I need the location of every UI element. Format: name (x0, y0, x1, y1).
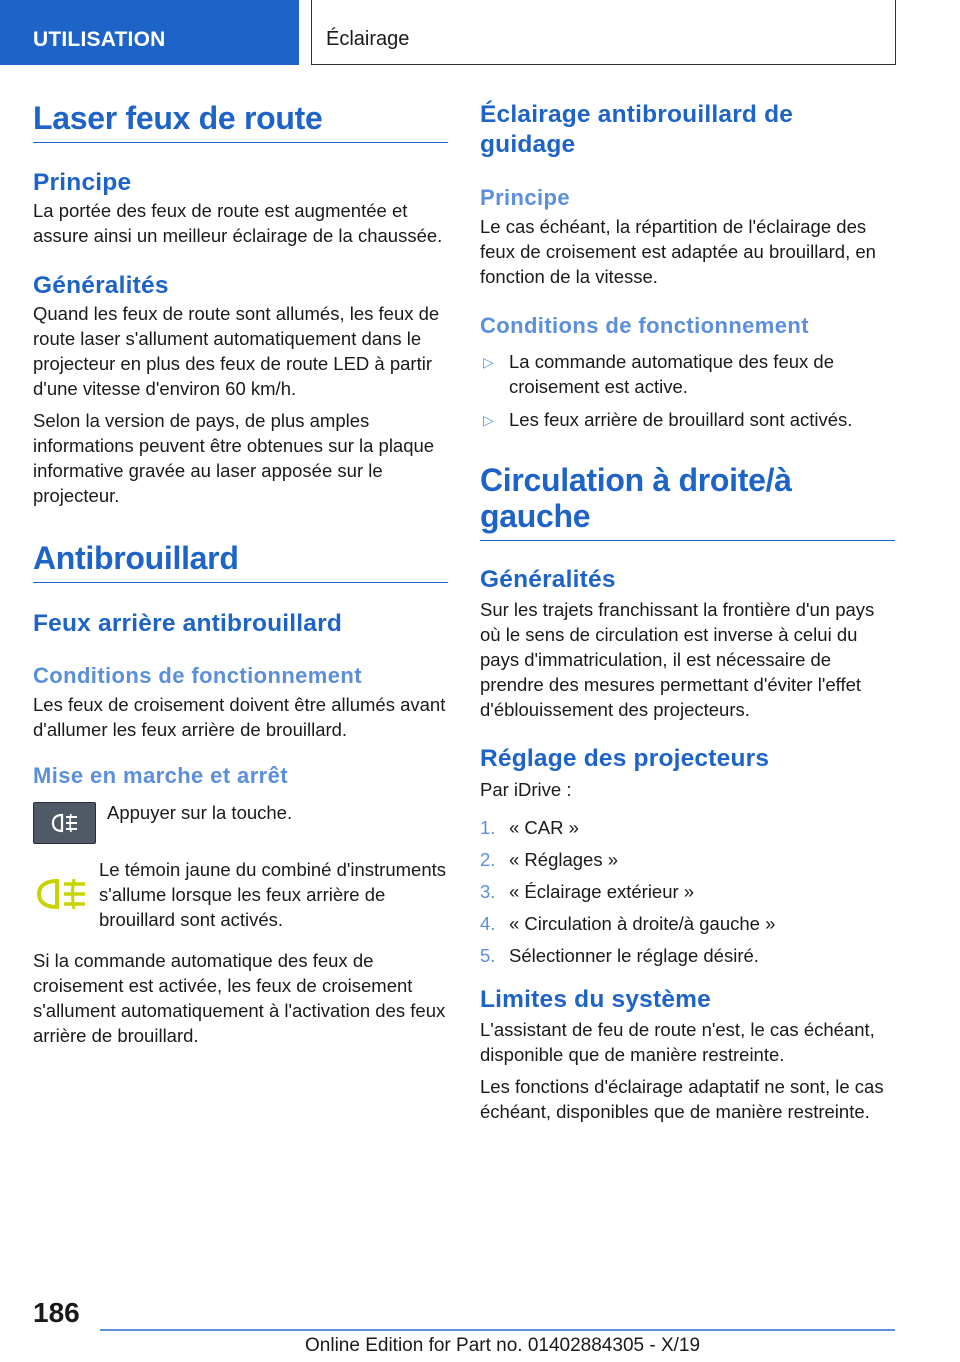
reglage-steps (480, 815, 895, 968)
heading-limites-systeme: Limites du système (480, 986, 711, 1013)
section-tab: UTILISATION (0, 0, 299, 65)
heading-principe-guidage: Principe (480, 185, 571, 210)
button-instruction-text: Appuyer sur la touche. (107, 802, 293, 823)
triangle-bullet-icon: ▷ (483, 354, 494, 370)
paragraph-generalites-2: Selon la version de pays, de plus amples informations peuvent être obtenues sur la plaque informative gravée au laser apposée sur le projecteur. (33, 410, 435, 506)
paragraph-principe: La portée des feux de route est augmentée et assure ainsi un meilleur éclairage de la chaussée. (33, 200, 443, 246)
heading-circulation: Circulation à droite/à gauche (480, 462, 895, 541)
page-header (0, 0, 960, 66)
conditions-list (480, 349, 895, 432)
heading-antibrouillard: Antibrouillard (33, 540, 448, 583)
heading-reglage-projecteurs: Réglage des projecteurs (480, 745, 770, 772)
heading-laser-feux-de-route: Laser feux de route (33, 100, 448, 143)
list-item: 5. Sélectionner le réglage désiré. (480, 945, 759, 966)
list-item: ▷ Les feux arrière de brouillard sont activés. (480, 407, 895, 432)
paragraph-automatic: Si la commande automatique des feux de croisement est activée, les feux de croisement s'allument automatiquement à l'activation des feux arrière de brouillard. (33, 950, 446, 1046)
heading-feux-arriere-antibrouillard: Feux arrière antibrouillard (33, 610, 343, 637)
heading-principe: Principe (33, 169, 132, 196)
heading-generalites-circulation: Généralités (480, 566, 616, 593)
paragraph-reglage-intro: Par iDrive : (480, 779, 572, 800)
rear-fog-light-button-icon (33, 802, 96, 844)
edition-text: Online Edition for Part no. 01402884305 - X/19 (305, 1335, 701, 1356)
list-item: 1. « CAR » (480, 817, 579, 838)
heading-conditions-guidage: Conditions de fonctionnement (480, 313, 809, 338)
list-item: 4. « Circulation à droite/à gauche » (480, 913, 776, 934)
left-column (33, 100, 448, 1048)
paragraph-limites-1: L'assistant de feu de route n'est, le cas échéant, disponible que de manière restreinte. (480, 1019, 875, 1065)
triangle-bullet-icon: ▷ (483, 412, 494, 428)
indicator-text: Le témoin jaune du combiné d'instruments s'allume lorsque les feux arrière de brouillard sont activés. (99, 859, 447, 930)
paragraph-limites-2: Les fonctions d'éclairage adaptatif ne sont, le cas échéant, disponibles que de manière restreinte. (480, 1076, 884, 1122)
list-item: 3. « Éclairage extérieur » (480, 881, 695, 902)
heading-conditions-fonctionnement: Conditions de fonctionnement (33, 663, 362, 688)
chapter-title: Éclairage (311, 0, 896, 65)
list-item: ▷ La commande automatique des feux de croisement est active. (483, 351, 834, 397)
rear-fog-light-indicator-icon (33, 865, 91, 923)
heading-eclairage-guidage: Éclairage antibrouillard de guidage (480, 101, 794, 158)
list-item: 2. « Réglages » (480, 849, 619, 870)
paragraph-conditions: Les feux de croisement doivent être allumés avant d'allumer les feux arrière de brouillard. (33, 694, 446, 740)
button-instruction-row (33, 802, 448, 844)
paragraph-principe-guidage: Le cas échéant, la répartition de l'éclairage des feux de croisement est adaptée au brouillard, en fonction de la vitesse. (480, 216, 876, 287)
page-number: 186 (33, 1297, 80, 1328)
indicator-row (33, 857, 448, 932)
footer-divider (100, 1329, 895, 1331)
heading-mise-en-marche: Mise en marche et arrêt (33, 763, 288, 788)
heading-generalites: Généralités (33, 272, 169, 299)
paragraph-generalites-1: Quand les feux de route sont allumés, les feux de route laser s'allument automatiquement dans le projecteur en plus des feux de route LED à partir d'une vitesse d'environ 60 km/h. (33, 303, 440, 399)
right-column (480, 100, 895, 1124)
paragraph-generalites-circulation: Sur les trajets franchissant la frontière d'un pays où le sens de circulation est inverse à celui du pays d'immatriculation, il est nécessaire de prendre des mesures permettant d'éviter l'effet d'éblouissement des projecteurs. (480, 599, 875, 720)
